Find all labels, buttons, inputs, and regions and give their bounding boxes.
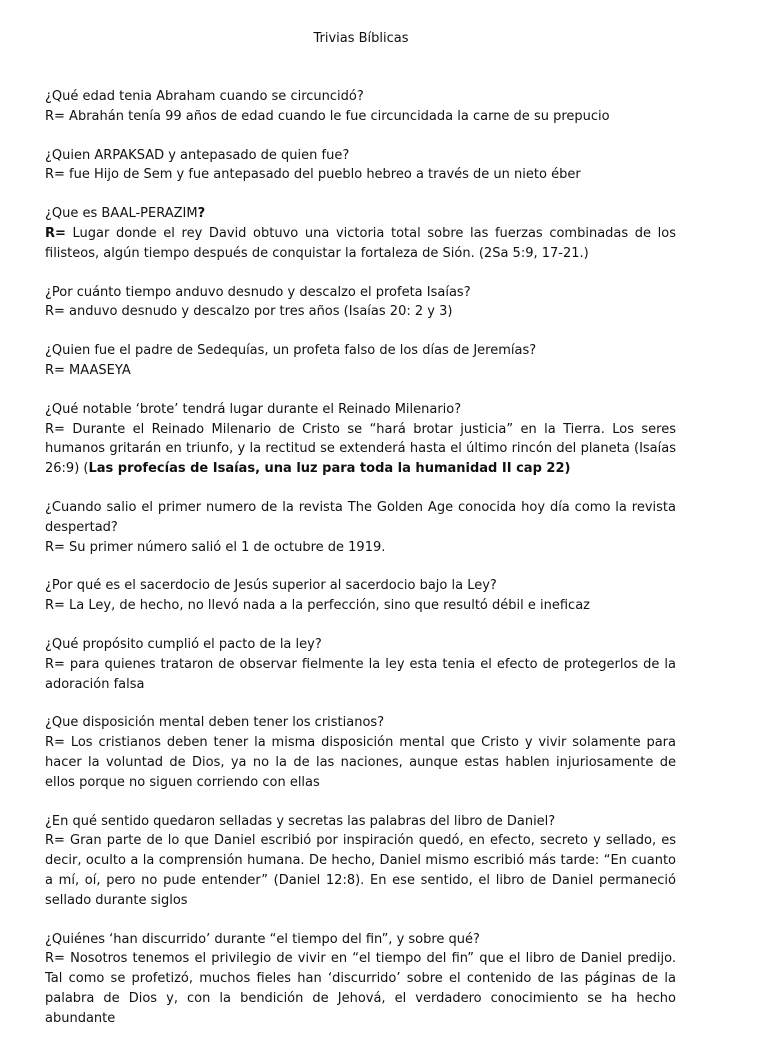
answer: R= MAASEYA <box>45 362 131 378</box>
answer: R= para quienes trataron de observar fielmente la ley esta tenia el efecto de protegerlos de la adoración falsa <box>45 656 676 692</box>
answer: R= Su primer número salió el 1 de octubre de 1919. <box>45 539 386 555</box>
question-mark-bold: ? <box>197 206 206 222</box>
qa-item <box>45 87 676 127</box>
qa-item <box>45 498 676 557</box>
answer: R= Nosotros tenemos el privilegio de vivir en “el tiempo del fin” que el libro de Daniel predijo. Tal como se profetizó, muchos fieles han ‘discurrido’ sobre el contenido de las páginas de la palabra de Dios y, con la bendición de Jehová, el verdadero conocimiento se ha hecho abundante <box>45 951 676 1026</box>
page-title: Trivias Bíblicas <box>313 31 409 46</box>
question: ¿Quien ARPAKSAD y antepasado de quien fue? <box>45 147 350 163</box>
answer-text: Lugar donde el rey David obtuvo una victoria total sobre las fuerzas combinadas de los filisteos, algún tiempo después de conquistar la fortaleza de Sión. (2Sa 5:9, 17-21.) <box>45 225 676 261</box>
question-text: ¿Que es BAAL-PERAZIM <box>45 206 198 222</box>
answer <box>45 420 676 479</box>
question: ¿Por qué es el sacerdocio de Jesús superior al sacerdocio bajo la Ley? <box>45 578 497 594</box>
question: ¿Que disposición mental deben tener los cristianos? <box>45 715 385 731</box>
book-reference-bold: Las profecías de Isaías, una luz para toda la humanidad II cap 22) <box>88 461 571 477</box>
qa-item <box>45 400 676 479</box>
question: ¿Por cuánto tiempo anduvo desnudo y descalzo el profeta Isaías? <box>45 284 471 300</box>
qa-item <box>45 635 676 694</box>
question: ¿Quiénes ‘han discurrido’ durante “el tiempo del fin”, y sobre qué? <box>45 931 480 947</box>
qa-item <box>45 204 676 263</box>
question: ¿Quien fue el padre de Sedequías, un profeta falso de los días de Jeremías? <box>45 343 537 359</box>
qa-item <box>45 341 676 381</box>
answer: R= La Ley, de hecho, no llevó nada a la perfección, sino que resultó débil e ineficaz <box>45 598 590 614</box>
answer: R= anduvo desnudo y descalzo por tres años (Isaías 20: 2 y 3) <box>45 304 453 320</box>
question: ¿Qué propósito cumplió el pacto de la ley? <box>45 636 322 652</box>
qa-item <box>45 146 676 186</box>
answer-prefix-bold: R= <box>45 225 66 241</box>
question: ¿En qué sentido quedaron selladas y secretas las palabras del libro de Daniel? <box>45 813 556 829</box>
question: ¿Cuando salio el primer numero de la revista The Golden Age conocida hoy día como la revista despertad? <box>45 499 676 535</box>
answer: R= Los cristianos deben tener la misma disposición mental que Cristo y vivir solamente para hacer la voluntad de Dios, ya no la de las naciones, aunque estas hablen injuriosamente de ellos porque no siguen corriendo con ellas <box>45 735 676 790</box>
qa-item <box>45 283 676 323</box>
answer: R= fue Hijo de Sem y fue antepasado del pueblo hebreo a través de un nieto éber <box>45 167 581 183</box>
question <box>45 204 676 224</box>
qa-item <box>45 930 676 1029</box>
qa-item <box>45 812 676 911</box>
qa-item <box>45 713 676 792</box>
answer: R= Abrahán tenía 99 años de edad cuando le fue circuncidada la carne de su prepucio <box>45 108 610 124</box>
answer: R= Gran parte de lo que Daniel escribió por inspiración quedó, en efecto, secreto y sellado, es decir, oculto a la comprensión humana. De hecho, Daniel mismo escribió más tarde: “En cuanto a mí, oí, pero no pude entender” (Daniel 12:8). En ese sentido, el libro de Daniel permaneció sellado durante siglos <box>45 833 676 908</box>
question: ¿Qué notable ‘brote’ tendrá lugar durante el Reinado Milenario? <box>45 401 462 417</box>
question: ¿Qué edad tenia Abraham cuando se circuncidó? <box>45 89 364 104</box>
qa-item <box>45 576 676 616</box>
answer <box>45 224 676 264</box>
qa-list <box>45 87 676 1047</box>
answer-text: R= Durante el Reinado Milenario de Cristo se “hará brotar justicia” en la Tierra. Los seres humanos gritarán en triunfo, y la rectitud se extenderá hasta el último rincón del planeta (Isaías 26:9) ( <box>45 421 676 477</box>
